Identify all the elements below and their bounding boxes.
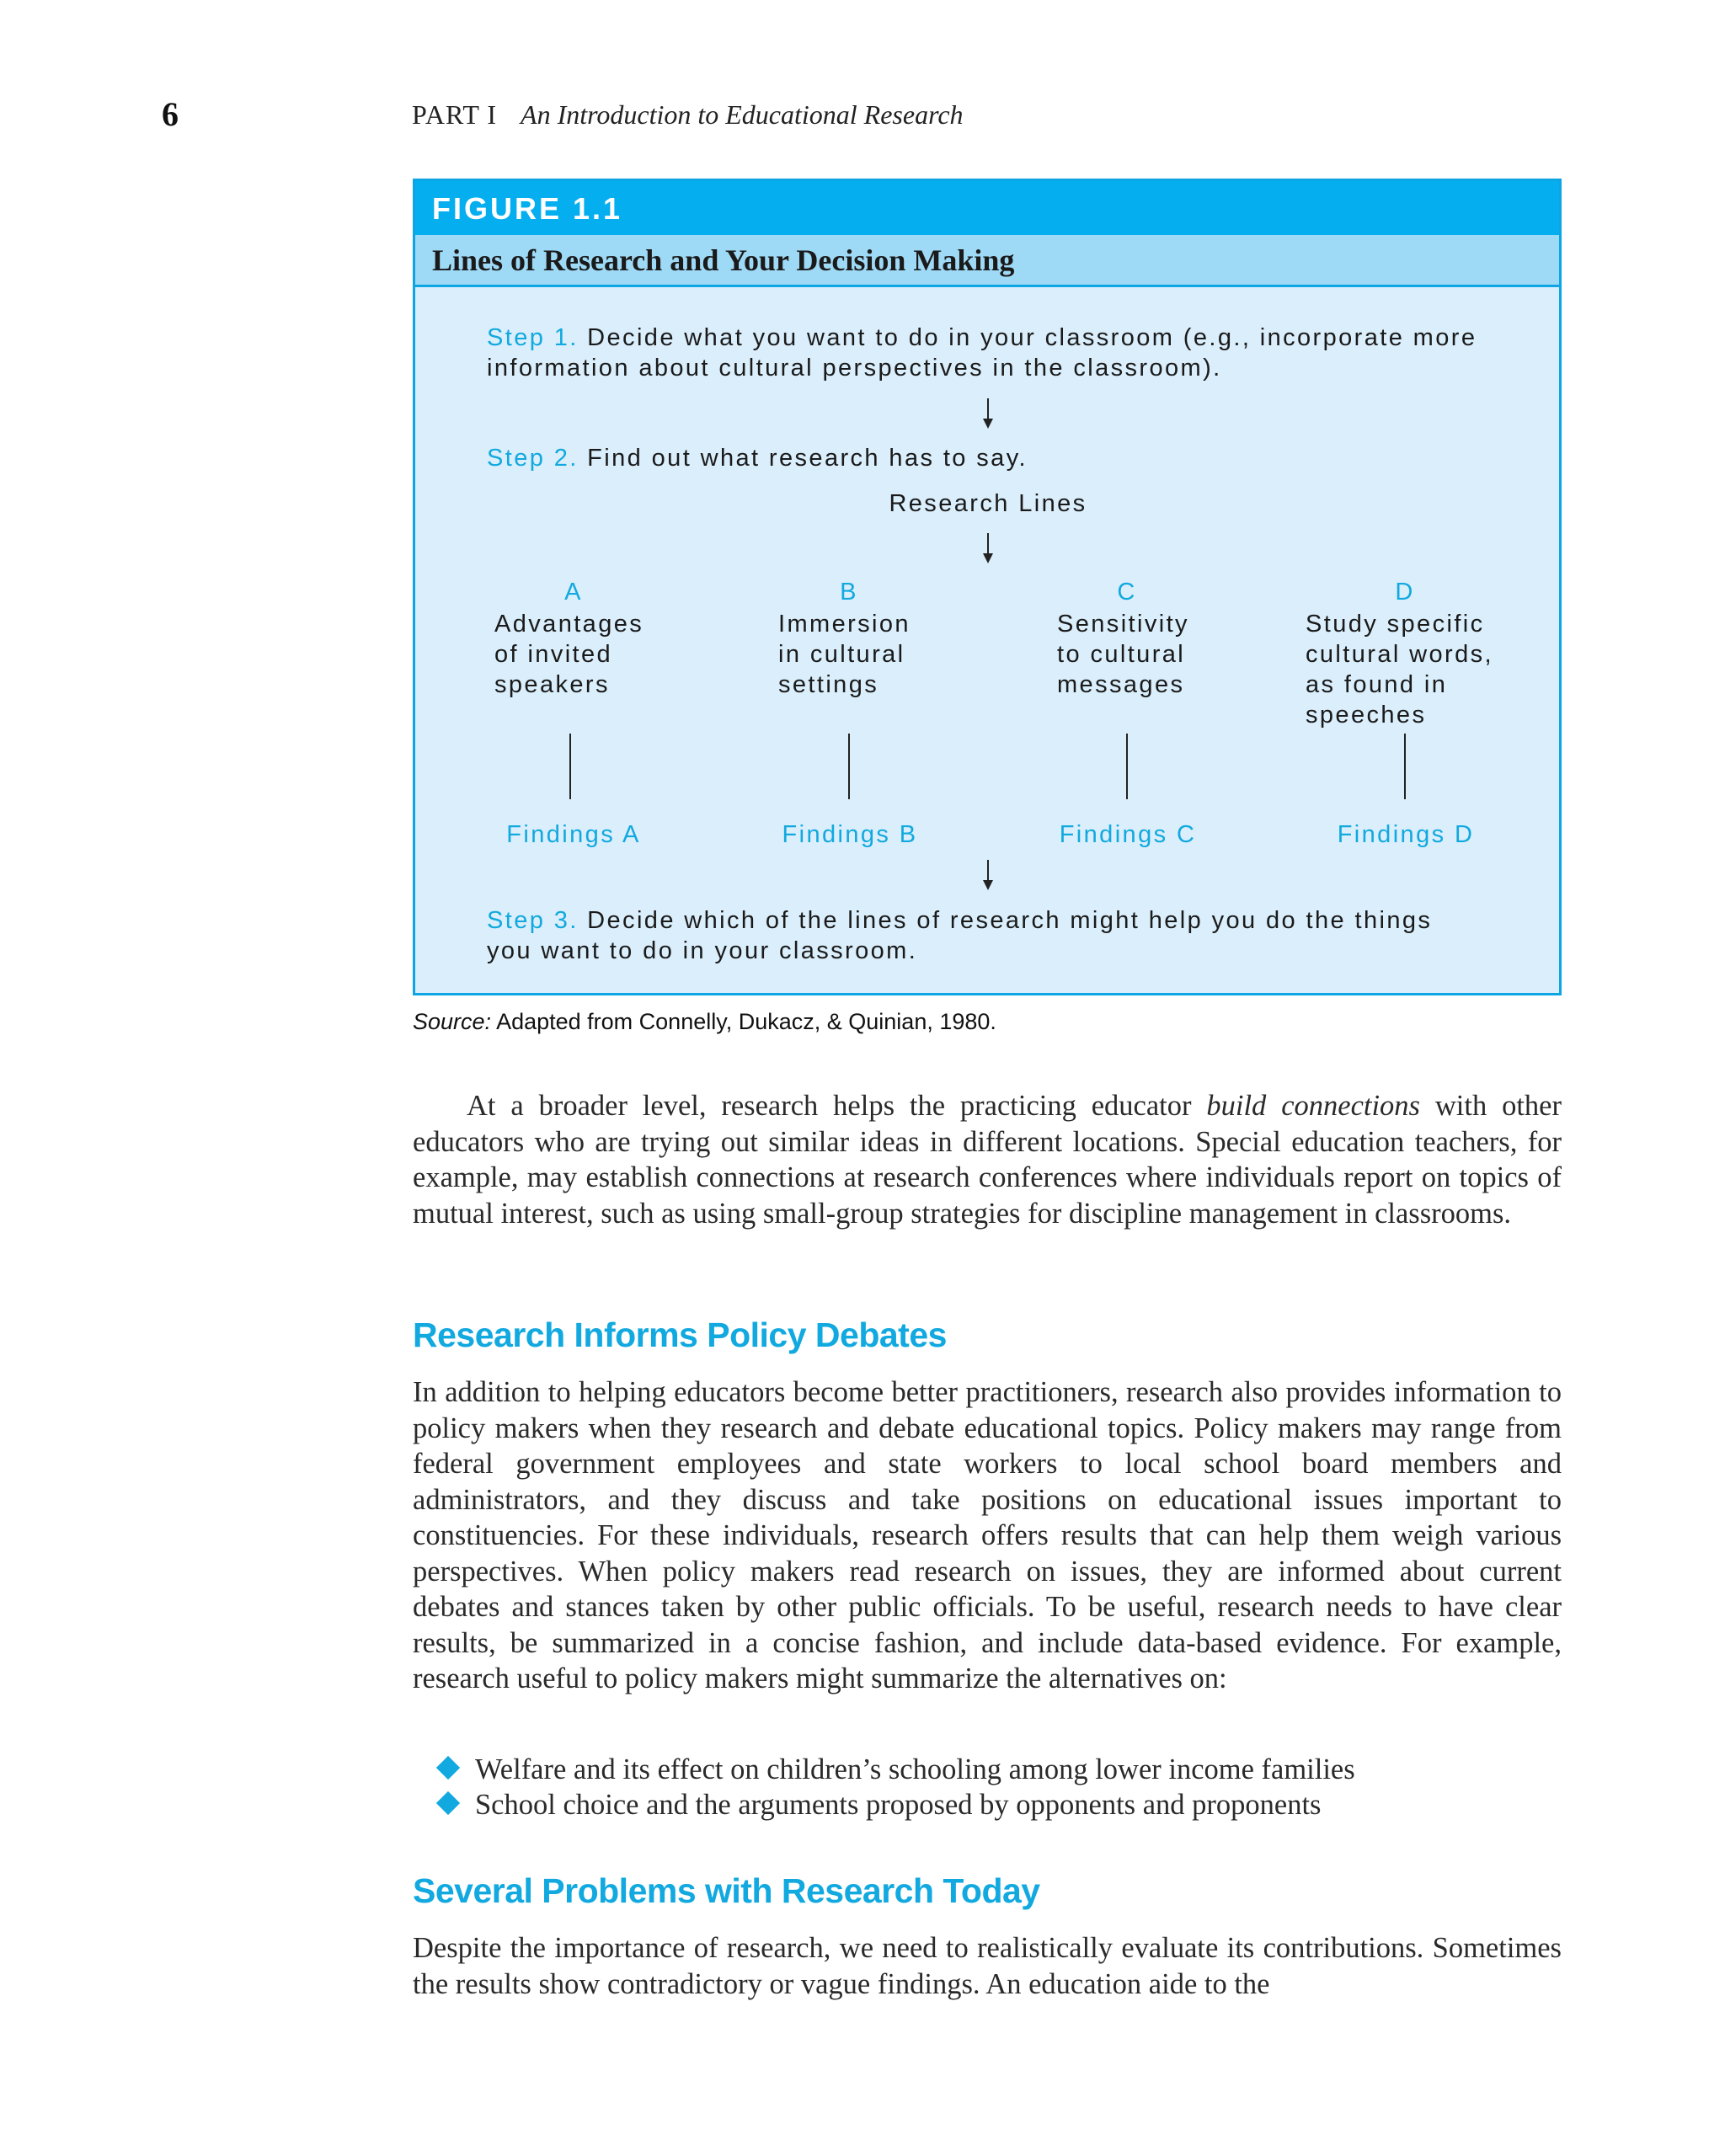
figure-box — [413, 179, 1562, 995]
research-lines-label: Research Lines — [889, 490, 1087, 517]
line-letter-a: A — [564, 579, 583, 606]
bullet-text: School choice and the arguments proposed by opponents and proponents — [475, 1789, 1322, 1821]
line-text-a: Advantages of invited speakers — [494, 611, 644, 698]
step2 — [487, 443, 1028, 473]
step3-text: Decide which of the lines of research might help you do the things — [587, 907, 1433, 934]
findings-a: Findings A — [506, 821, 641, 848]
findings-c: Findings C — [1059, 821, 1197, 848]
connector-line-a — [569, 734, 571, 799]
step3-label: Step 3. — [487, 907, 579, 934]
section-heading-problems: Several Problems with Research Today — [413, 1871, 1040, 1910]
paragraph1-start: At a broader level, research helps the practicing educator — [467, 1090, 1207, 1122]
figure-title: Lines of Research and Your Decision Making — [415, 235, 1559, 287]
section-heading-policy-debates: Research Informs Policy Debates — [413, 1315, 947, 1354]
connector-line-b — [848, 734, 850, 799]
figure-label: FIGURE 1.1 — [415, 181, 1559, 235]
paragraph-build-connections — [413, 1088, 1562, 1231]
paragraph1-emphasis: build connections — [1206, 1090, 1420, 1122]
page-number: 6 — [162, 95, 179, 133]
step3-line2: you want to do in your classroom. — [487, 937, 918, 964]
source-label: Source: — [413, 1009, 492, 1034]
line-letter-b: B — [840, 579, 858, 606]
findings-b: Findings B — [782, 821, 918, 848]
part-title: An Introduction to Educational Research — [521, 99, 964, 130]
step1-label: Step 1. — [487, 324, 579, 351]
diamond-bullet-icon — [436, 1791, 460, 1815]
step1-text: Decide what you want to do in your classroom (e.g., incorporate more — [587, 324, 1477, 351]
running-header — [412, 99, 964, 131]
step2-label: Step 2. — [487, 445, 579, 472]
paragraph-policy-debates: In addition to helping educators become better practitioners, research also provides information to policy makers when they research and debate educational topics. Policy makers may range from federal government employees and state workers to local school board members and administrators, and they discuss and take positions on educational issues important to constituencies. For these individuals, research offers results that can help them weigh various perspectives. When policy makers read research on issues, they are informed about current debates and stances taken by other public officials. To be useful, research needs to have clear results, be summarized in a concise fashion, and include data-based evidence. For example, research useful to policy makers might summarize the alternatives on: — [413, 1376, 1562, 1694]
line-text-c: Sensitivity to cultural messages — [1057, 611, 1189, 698]
line-letter-c: C — [1117, 579, 1137, 606]
line-text-d: Study specific cultural words, as found in speeches — [1306, 611, 1493, 728]
diamond-bullet-icon — [436, 1756, 460, 1780]
step2-text: Find out what research has to say. — [587, 445, 1028, 472]
step1-line1 — [487, 323, 1477, 353]
source-text: Adapted from Connelly, Dukacz, & Quinian, 1980. — [496, 1009, 996, 1034]
bullet-item-welfare — [440, 1752, 1355, 1787]
connector-line-d — [1404, 734, 1406, 799]
step1-line2: information about cultural perspectives in the classroom). — [487, 355, 1222, 382]
paragraph1-end: with other educators who are trying out similar ideas in different locations. Special education teachers, for example, may establish connections at research conferences where individuals report on topics of mutual interest, such as using small-group strategies for discipline management in classrooms. — [413, 1090, 1562, 1230]
line-letter-d: D — [1395, 579, 1415, 606]
part-label: PART I — [412, 99, 498, 130]
step3-line1 — [487, 905, 1432, 936]
paragraph-problems: Despite the importance of research, we need to realistically evaluate its contributions. Sometimes the results show contradictory or vague findings. An education aide to the — [413, 1932, 1562, 2000]
bullet-text: Welfare and its effect on children’s schooling among lower income families — [475, 1753, 1355, 1785]
findings-d: Findings D — [1337, 821, 1475, 848]
bullet-item-school-choice — [440, 1787, 1321, 1822]
connector-line-c — [1126, 734, 1128, 799]
figure-source — [413, 1009, 996, 1035]
line-text-b: Immersion in cultural settings — [778, 611, 911, 698]
